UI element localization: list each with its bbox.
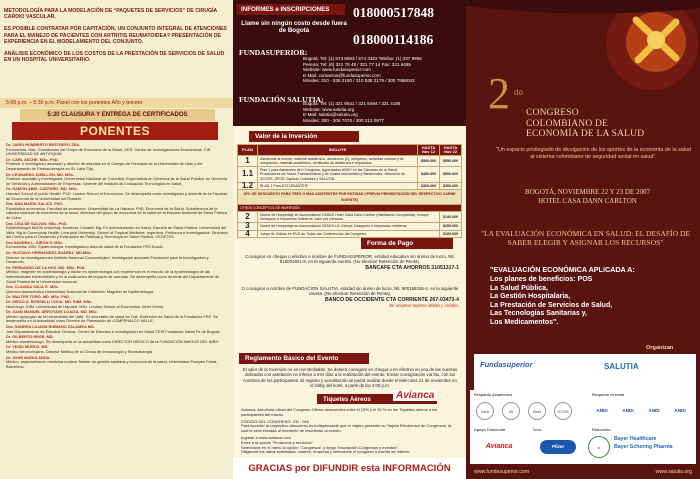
plan-cell: 1 (238, 156, 258, 167)
table-subheader-row (238, 205, 462, 212)
topic-note: ANÁLISIS ECONÓMICO DE LOS COSTOS DE LA PRESTACIÓN DE SERVICIOS DE SALUD EN UN HOSPITAL UNIVERSITARIO. (4, 51, 225, 64)
speaker-description: Profesor asociado y investigador, Universidad Nacional de Colombia. Especialista en Gerencia de la Salud Pública, en Gerencia de Servicios y Administración de Empresas. Gerente del Instituto de Evaluación Tecnológica en Salud. (6, 176, 228, 186)
desc-cell: Noche de Hospedaje en Acomodación SENCILLA. Incluye Desayuno e Impuestos hoteleros. (258, 223, 440, 230)
table-header: INCLUYE (258, 145, 418, 156)
discount-note: 10% DE DESCUENTO PARA TRES O MÁS ASISTENTES POR ENTIDAD (*PREVIA PRESENTACIÓN DEL RESPECTIVO CARNE VIGENTE) (238, 189, 462, 204)
speaker-description: Harvard School of public Health. PhD. London School of Economics. Se desempeña como investigador y docente de la Facultad de Economía de la Universidad del Rosario. (6, 190, 228, 201)
bayer-healthcare-logo: Bayer Healthcare (614, 436, 657, 442)
speaker-name: Dr. YESID MUÑOZ. MD. (6, 344, 49, 350)
plan-cell: 3 (238, 223, 258, 230)
speaker-description: Director de investigaciones Instituto Nacional Cancerológico. Investigador asociado Fundación para la Investigación y Desarrollo. (6, 254, 209, 265)
speaker-name: Dr. JAIRO HUMBERTO RESTREPO ZEA. (6, 142, 81, 147)
title-line: COLOMBIANO DE (526, 118, 609, 129)
desc-cell: Noche de Hospedaje en Acomodación DOBLE Hotel Casa Dann Carlton (Habitación Compartida). Incluye Desayuno e Impuestos hoteleros, valor por persona. (258, 212, 440, 223)
informes-title: INFORMES e INSCRIPCIONES (237, 4, 345, 15)
pfizer-logo: Pfizer (540, 440, 576, 454)
payment-text: Consignar en cheque o efectivo a nombre de FUNDASUPERIOR, entidad educativa sin ánimo de lucro, Nit. 816001821-9, en la siguiente cuenta. (No efectuar Retención de Renta). (245, 254, 455, 265)
andi-logo: ANDI (674, 408, 686, 413)
tiquetes-line: Diligencie los datos solicitados: nombre, empresa y seleccione el congreso o evento de interés. (241, 449, 410, 455)
topic-notes (4, 8, 229, 69)
university-logo: Santo Tomás (528, 402, 546, 420)
eval-item: Los Medicamentos". (490, 318, 559, 326)
phone-number-2: 018000114186 (353, 32, 434, 47)
price-cell: $250.000 (440, 223, 462, 230)
tiquetes-line: CÓDIGO DEL CONGRESO: GN - 046 (241, 418, 309, 424)
phone-number-1: 018000517848 (353, 5, 434, 20)
schedule-closing: 5:30 CLAUSURA Y ENTREGA DE CERTIFICADOS (20, 109, 215, 121)
other-concepts-label: OTROS CONCEPTOS DE INVERSIÓN (238, 205, 462, 212)
table-row (238, 212, 462, 223)
eval-item: La Prestación de Servicios de Salud, (490, 301, 613, 309)
tiquetes-line: Avianca, Aerolínea oficial del Congreso Ofrece descuentos entre el 10% y el 20 % en los Tiquetes aéreos a los participantes del mismo. (241, 407, 438, 417)
desc-cell: Plan 1 para Asistentes del I Congreso, Agremiados ANDI* en las Cámaras de la Salud, Proveedores de Salud, Farmacéuticas y de Gases Industriales y Medicinales. Miembros de SCOSS, SPOR Capítulo Colombia y SALUTIA. (258, 167, 418, 182)
contact-line: Bogotá: Tel: (1) 321 6641 / 321 6494 / 321 4186 (303, 101, 401, 106)
price-cell: $550.000 (440, 156, 462, 167)
table-row (238, 230, 462, 237)
tiquetes-text (241, 408, 459, 455)
desc-cell: Asistencia al evento, material académico, almuerzos (2), refrigerios, actividad cultural y de integración, material académico, certificado de asistencia e impuestos. (258, 156, 418, 167)
table-note-row (238, 189, 462, 204)
price-cell: $140.000 (440, 212, 462, 223)
price-cell: $500.000 (418, 156, 440, 167)
payment-salutia (241, 286, 459, 308)
eval-item: Las Tecnologías Sanitarias y, (490, 310, 587, 318)
payment-fundasuperior (241, 254, 459, 271)
org-salutia-name: FUNDACIÓN SALUTIA: (239, 95, 324, 104)
table-row (238, 223, 462, 230)
contact-line: Pereira: Tel: (6) 321 78 48 / 321 77 14 Fax: 321 6465 (303, 61, 411, 67)
topic-note: ES POSIBLE CONTRATAR POR CAPITACIÓN, UN CONJUNTO INTEGRAL DE ATENCIONES PARA EL MANEJO DE PACIENTES CON ARTRITIS REUMATOIDEA? PRESENTACIÓN DE EXPERIENCIA EN EL MODELAMIENTO DEL CONJUNTO. (4, 26, 227, 45)
table-header: HASTA Nov 22 (440, 145, 462, 156)
table-row (238, 167, 462, 182)
price-cell: $300.000 (418, 182, 440, 189)
contact-line: Website: www.salutia.org (303, 106, 355, 112)
congress-tagline: "Un espacio privilegiado de divulgación de los aportes de la economía de la salud al sistema colombiano de seguridad social en salud". (496, 147, 691, 160)
desc-cell: Juego de Videos en DVD de Todas las Conferencias del Congreso (258, 230, 440, 237)
tiquetes-line: Para acceder al respectivo descuento es indispensable que el viajero presente su Tarjeta Electrónica de Congresos, la cual le será enviada al momento de inscribirse al evento. (241, 423, 452, 434)
speaker-name: Dr. JUAN MANUEL ARROYAVE LOAIZA. MD. MSc. (6, 309, 98, 315)
commercial-support-label: Apoyo Comercial (474, 428, 506, 432)
speaker-name: Dr. LEONARDO DUBLLÓN. MD. MSc. (6, 171, 75, 177)
organizers-logos (474, 354, 696, 390)
speaker-name: Dra. LISA DE SALVAN. MSc. PhD. (6, 220, 68, 226)
bank-account: BANCO DE OCCIDENTE CTA CORRIENTE 267-03473-4 (324, 296, 459, 303)
contact-box (233, 0, 466, 126)
andi-logo: ANDI (648, 408, 660, 413)
org-fundasuperior-name: FUNDASUPERIOR: (239, 48, 308, 57)
congress-number-suffix: do (514, 88, 523, 97)
speaker-description: Médico, magíster en epidemiología y doctor en epidemiología con experiencia en el estudio de la epidemiología de las enfermedades transmisibles y en la evaluación de impacto de vacunas. Se desempeñó como docente del Departamento de Salud Pública de la Universidad nacional. (6, 269, 220, 284)
left-panel (0, 0, 233, 479)
bank-account: BANCAFE CTA AHORROS 31051317-1 (365, 264, 459, 271)
fundasuperior-logo: Fundasuperior (480, 360, 533, 369)
tiquetes-title: Tiquetes Aéreos (317, 394, 437, 404)
sponsorship-label: Patrocinio (592, 428, 611, 432)
payment-text: O consignar a nombre de FUNDACION SALUTIA, entidad sin ánimo de lucro, Nit. 900168245-4, en la siguiente cuenta. (No efectuar Retención de Renta). (241, 286, 459, 297)
price-cell: $500.000 (440, 167, 462, 182)
congress-title (526, 108, 696, 140)
speaker-description: Neurólogo. EdM. Universidad de Harvard. MSc. London School of Economics. Neiro Grieta. (6, 303, 164, 309)
reglamento-text: El valor de la Inversión no es reembolsable. Se deberá consignar en cheque o en efectivo en una de las cuentas indicadas con antelación no inferior a tres días a la realización del evento. Enviar consignación vía fax, con los nombres de los participantes. El registro y acreditación se podrá realizar desde el Miércoles 21 de noviembre en el lobby del hotel, a partir de las 4:00 p.m. (242, 367, 458, 388)
tiquetes-line: Seleccione en el menú la opción "Congresos" y luego "Inscripción Congresos y eventos". (241, 444, 399, 450)
academic-support-label: Respaldo Académico (474, 393, 513, 397)
speaker-name: Dr. WALTER TORO. MD. MSc. PhD. (6, 294, 71, 300)
title-line: CONGRESO (526, 108, 579, 118)
right-panel (466, 0, 700, 479)
speaker-description: Médico anestesiólogo. Se desempeña en la actualidad como DIRECTOR MÉDICO de la FUNDACIÓN AMIGOS DEL NIÑO. (6, 338, 220, 344)
speaker-name: Dra. CLAUDIA VACA G. MSc. (6, 284, 60, 290)
table-header: PLAN (238, 145, 258, 156)
speaker-name: Dr. GILBERTO REGE. MD. (6, 334, 54, 340)
speaker-name: Dr. RAMÓN ABEL CASTAÑO. MD. MSc. (6, 186, 78, 192)
eval-item: La Salud Pública, (490, 284, 548, 292)
eval-item: Los planes de beneficios: POS (490, 276, 593, 283)
eval-item: La Gestión Hospitalaria, (490, 293, 571, 301)
footer-urls (470, 466, 696, 479)
speaker-description: Jefe Departamento de Estudios Clínicos. Centro de Estudios e Investigación en Salud CEIS Fundación Santa Fe de Bogotá. (6, 328, 221, 334)
gracias-banner: GRACIAS por DIFUNDIR esta INFORMACIÓN (233, 458, 466, 479)
contact-line: Website: www.fundasuperior.com (303, 67, 371, 73)
card-accept-note: Se aceptan tarjetas débito y crédito. (388, 302, 459, 308)
inversion-table (237, 144, 462, 238)
speaker-description: Química farmacéutica Universidad Nacional de Colombia. Magíster en Epidemiología. (6, 288, 155, 294)
event-date: BOGOTÁ, NOVIEMBRE 22 Y 23 DE 2007 (525, 188, 650, 196)
pago-title: Forma de Pago (361, 238, 453, 249)
congress-number: 2 (488, 69, 510, 118)
table-header: HASTA Nov 12 (418, 145, 440, 156)
price-cell: $450.000 (418, 167, 440, 182)
speaker-name: Dra. SANDRA LILIANA RUBIANO ZALAMEA MD. (6, 323, 95, 329)
speaker-description: Estadística económica. Facultad de economía. Universidad de La Habana. PhD. Economía de la Salud. Subdirectora de la cátedra nacional de economía de la salud, directora del grupo de economía de la salud de la Escuela Nacional de Salud Pública de Cuba. (6, 205, 228, 220)
salutia-url[interactable]: www.salutia.org (655, 469, 692, 475)
society-logo: SCOSS (554, 402, 572, 420)
andi-logo: ANDI (596, 408, 608, 413)
bayer-icon: ✚ (588, 436, 610, 458)
desc-cell: PLAN 1 Para ESTUDIANTES* (258, 182, 418, 189)
speaker-name: Dr. JOHN MARULANDA. (6, 354, 51, 360)
middle-panel (233, 0, 466, 479)
congress-date-venue (480, 188, 695, 205)
congress-theme: "LA EVALUACIÓN ECONÓMICA EN SALUD: EL DESAFÍO DE SABER ELEGIR Y ASIGNAR LOS RECURSOS" (480, 229, 691, 247)
university-logo: UN (502, 402, 520, 420)
org-salutia-contact (303, 101, 463, 123)
free-call-note: Llame sin ningún costo desde fuera de Bogotá (241, 20, 347, 34)
plan-cell: 4 (238, 230, 258, 237)
contact-line: E-Mail: salutia@salutia.org (303, 112, 358, 118)
table-row (238, 156, 462, 167)
university-logo: UdeA (476, 402, 494, 420)
speaker-name: Dr. GUSTAVO HERNÁNDEZ-SUÁREZ. MD.MSc. (6, 250, 93, 256)
speaker-description: Médico quirúrgico de la Universidad del Valle. Ex secretario de salud de Cali. Exdirector de Salud de la Fundación FES. Se desempeña en la actualidad como Director de Planeación de COMFENALCO VALLE. (6, 313, 218, 324)
bayer-schering-logo: Bayer Schering Pharma (614, 444, 673, 450)
plan-cell: 1.2 (238, 182, 258, 189)
sponsors-box (470, 390, 696, 464)
contact-line: Bogotá: Tel: (1) 573 8593 / 574 3322 Telefax: (1) 337 9955 (303, 56, 422, 61)
andi-logo: ANDI (622, 408, 634, 413)
plan-cell: 1.1 (238, 167, 258, 182)
price-cell: $100.000 (440, 230, 462, 237)
speaker-description: Economista. Msc. Coordinador del Grupo de Economía de la Salud, GES. Centro de Investigaciones Económicas, CIE. UNIVERSIDAD DE ANTIOQUIA. (6, 146, 212, 157)
speaker-description: Médico Neurocirujano. Director Médico de la Clínica de Inmunología y Reumatología. (6, 348, 154, 354)
organizan-label: Organizan (646, 345, 674, 351)
contact-line: E-Mail: contactos@fundasuperior.com (303, 72, 381, 78)
title-line: ECONOMÍA DE LA SALUD (526, 129, 645, 139)
plan-cell: 2 (238, 212, 258, 223)
tiquetes-line: Ingrese a www.avianca.com (241, 434, 291, 440)
ponentes-title: PONENTES (12, 122, 218, 140)
speaker-description: Médico, especialista en medicina nuclear. Master en gestión sanitaria y economía de la salud. Universidad Pompeu Fabra, Barcelona. (6, 359, 218, 369)
avianca-logo: Avianca (393, 390, 437, 401)
eval-title: "EVALUACIÓN ECONÓMICA APLICADA A: (490, 265, 635, 274)
contact-line: Moviles: 310 - 538 2180 / 310 538 2179 / 300 7866043 (303, 78, 415, 84)
speaker-name: Dr. CARL ASCHE. MSc. PhD. (6, 156, 59, 162)
schedule-panel: 5:00 p.m. – 5:30 p.m. Panel con los ponentes Año y tercero (0, 98, 233, 108)
speaker-name: Dr. FERNANDO DE LA HOZ. MD. MSc. PhD. (6, 264, 86, 270)
topic-note: METODOLOGÍA PARA LA MODELACIÓN DE “PAQUETES DE SERVICIOS” DE CIRUGÍA CARDIO VASCULAR. (4, 8, 217, 21)
contact-line: Moviles: 300 - 206 7070 / 300 213 0977 (303, 117, 384, 123)
avianca-sponsor-logo: Avianca (485, 443, 513, 450)
speaker-name: Dra. ANA MARÍA GALICZ. PhD. (6, 201, 64, 207)
table-row (238, 182, 462, 189)
price-cell: $300.000 (440, 182, 462, 189)
gremial-support-label: Respaldo Gremial (592, 393, 625, 397)
eval-list (490, 276, 690, 328)
table-header-row (238, 145, 462, 156)
salutia-logo: SALUTIA (604, 362, 639, 371)
tiquetes-line: Entre a la opción "Productos y servicios" (241, 439, 313, 445)
fundasuperior-url[interactable]: www.fundasuperior.com (474, 469, 530, 475)
speaker-name: Dra SANDRA L. GIRÓN S. MSc. (6, 239, 64, 245)
org-fundasuperior-contact (303, 56, 463, 84)
speakers-list (6, 143, 228, 370)
inversion-title: Valor de la Inversión (249, 131, 359, 142)
speaker-description: Profesor e investigador asociado y director de estudios en el Colegio de Farmacia de la Universidad de Utah y del Departamento de Farmacoterapia en St. Lake City. (6, 161, 203, 171)
speaker-description: Economista. MSc. Epidemiología. Investigadora área de salud de la Fundación FES Social. (6, 244, 164, 250)
event-venue: HOTEL CASA DANN CARLTON (538, 196, 637, 205)
speaker-name: Dr. DIEGO A. ROSSELLI COCK. MD. EdM. MSc. (6, 299, 93, 304)
reglamento-title: Reglamento Básico del Evento (239, 353, 369, 364)
speaker-description: Epidemiología McGill University, Montreal, Canadá. Mg. En Administración en Salud, Escuela de Salud Pública, Universidad del Valle. Mg in Community Health, Liverpool University. School of Tropical Medicine. Ingeniera. Profesora e investigadora. Directora del Centro para el Desarrollo y Evaluación de Políticas y Tecnología en Salud Pública. CEDETES. (6, 225, 228, 240)
